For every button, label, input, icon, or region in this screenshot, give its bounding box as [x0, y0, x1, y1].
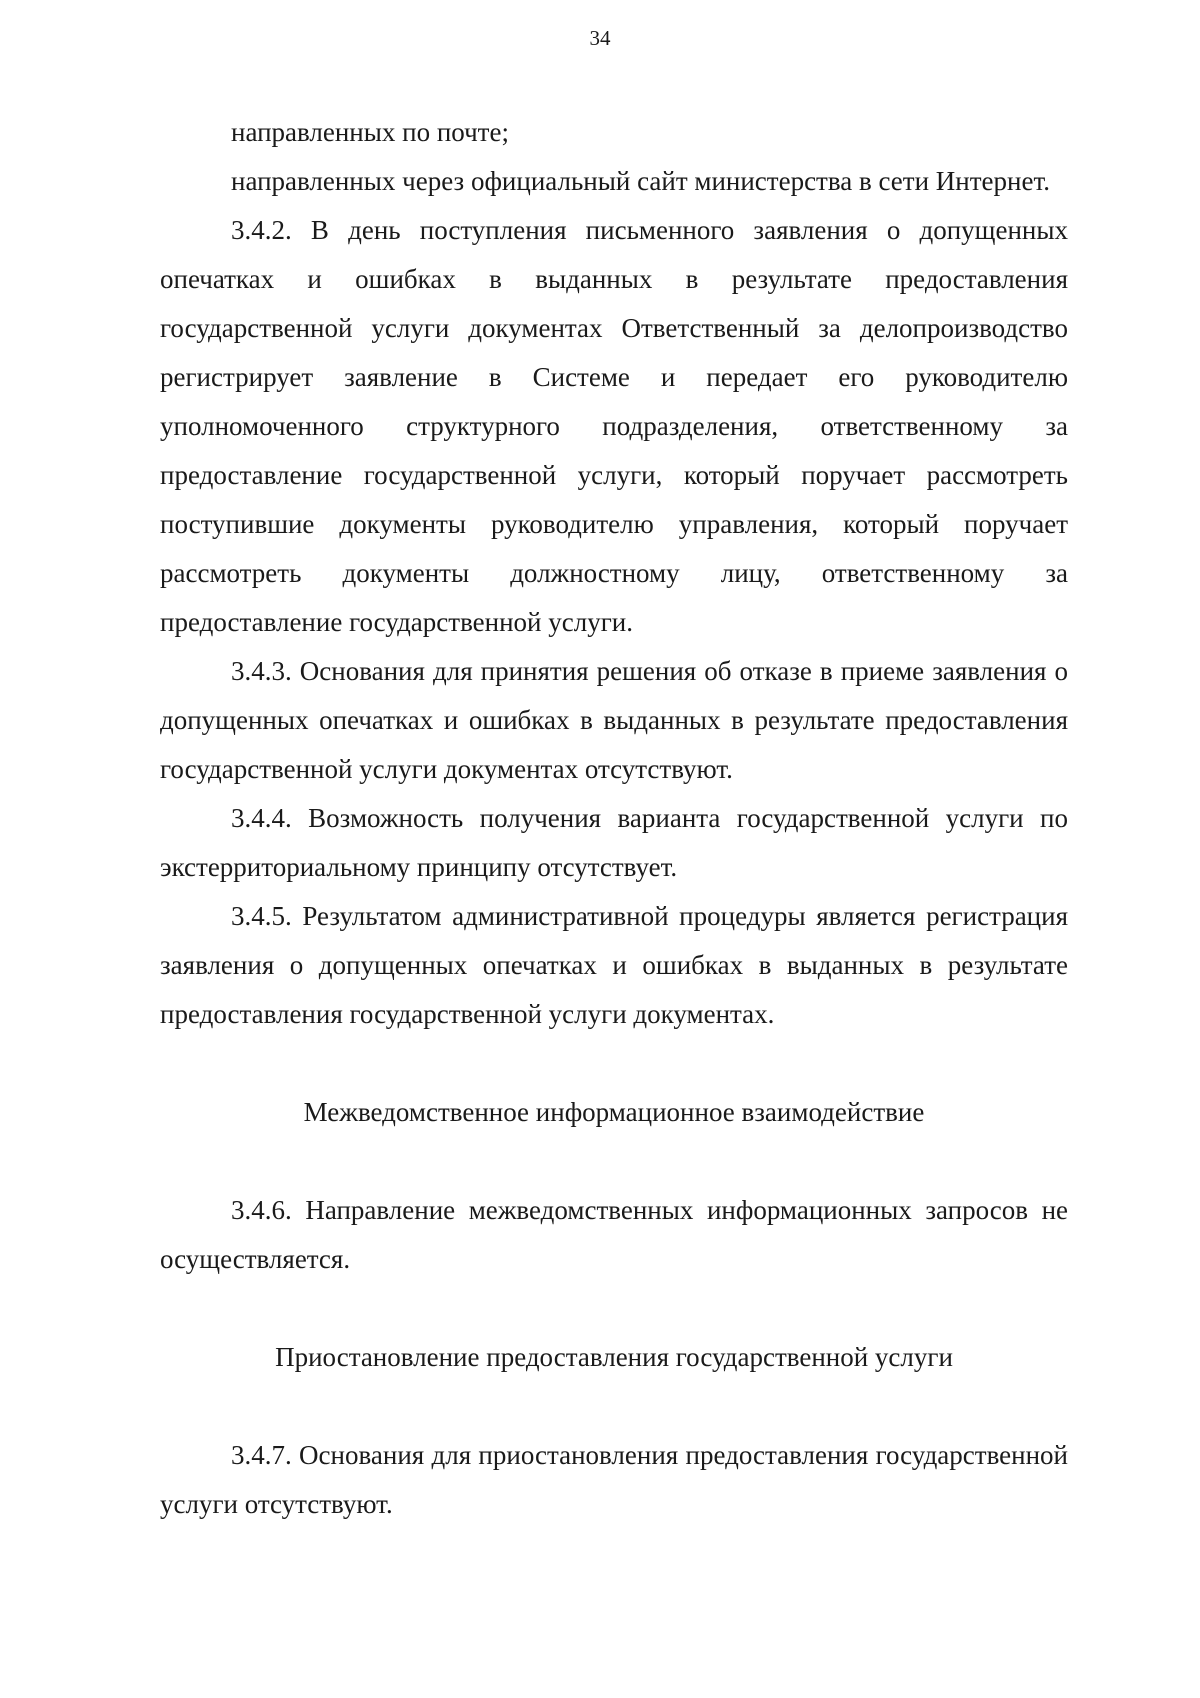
- page-number: 34: [589, 26, 611, 50]
- paragraph-3-4-5: 3.4.5. Результатом административной процедуры является регистрация заявления о допущенных опечатках и ошибках в выданных в результате предоставления государственной услуги документах.: [160, 901, 1068, 1029]
- section-heading-suspension: Приостановление предоставления государственной услуги: [275, 1342, 953, 1372]
- document-body: [160, 108, 1068, 1529]
- paragraph: направленных по почте;: [231, 117, 509, 147]
- paragraph-3-4-3: 3.4.3. Основания для принятия решения об отказе в приеме заявления о допущенных опечатках и ошибках в выданных в результате предоставления государственной услуги документах отсутствуют.: [160, 656, 1068, 784]
- paragraph-3-4-4: 3.4.4. Возможность получения варианта государственной услуги по экстерриториальному принципу отсутствует.: [160, 803, 1068, 882]
- section-heading-interagency: Межведомственное информационное взаимодействие: [303, 1097, 925, 1127]
- paragraph: направленных через официальный сайт министерства в сети Интернет.: [231, 166, 1050, 196]
- paragraph-3-4-6: 3.4.6. Направление межведомственных информационных запросов не осуществляется.: [160, 1195, 1068, 1274]
- paragraph-3-4-2: 3.4.2. В день поступления письменного заявления о допущенных опечатках и ошибках в выданных в результате предоставления государственной услуги документах Ответственный за делопроизводство регистрирует заявление в Системе и передает его руководителю уполномоченного структурного подразделения, ответственному за предоставление государственной услуги, который поручает рассмотреть поступившие документы руководителю управления, который поручает рассмотреть документы должностному лицу, ответственному за предоставление государственной услуги.: [160, 215, 1068, 637]
- paragraph-3-4-7: 3.4.7. Основания для приостановления предоставления государственной услуги отсутствуют.: [160, 1440, 1068, 1519]
